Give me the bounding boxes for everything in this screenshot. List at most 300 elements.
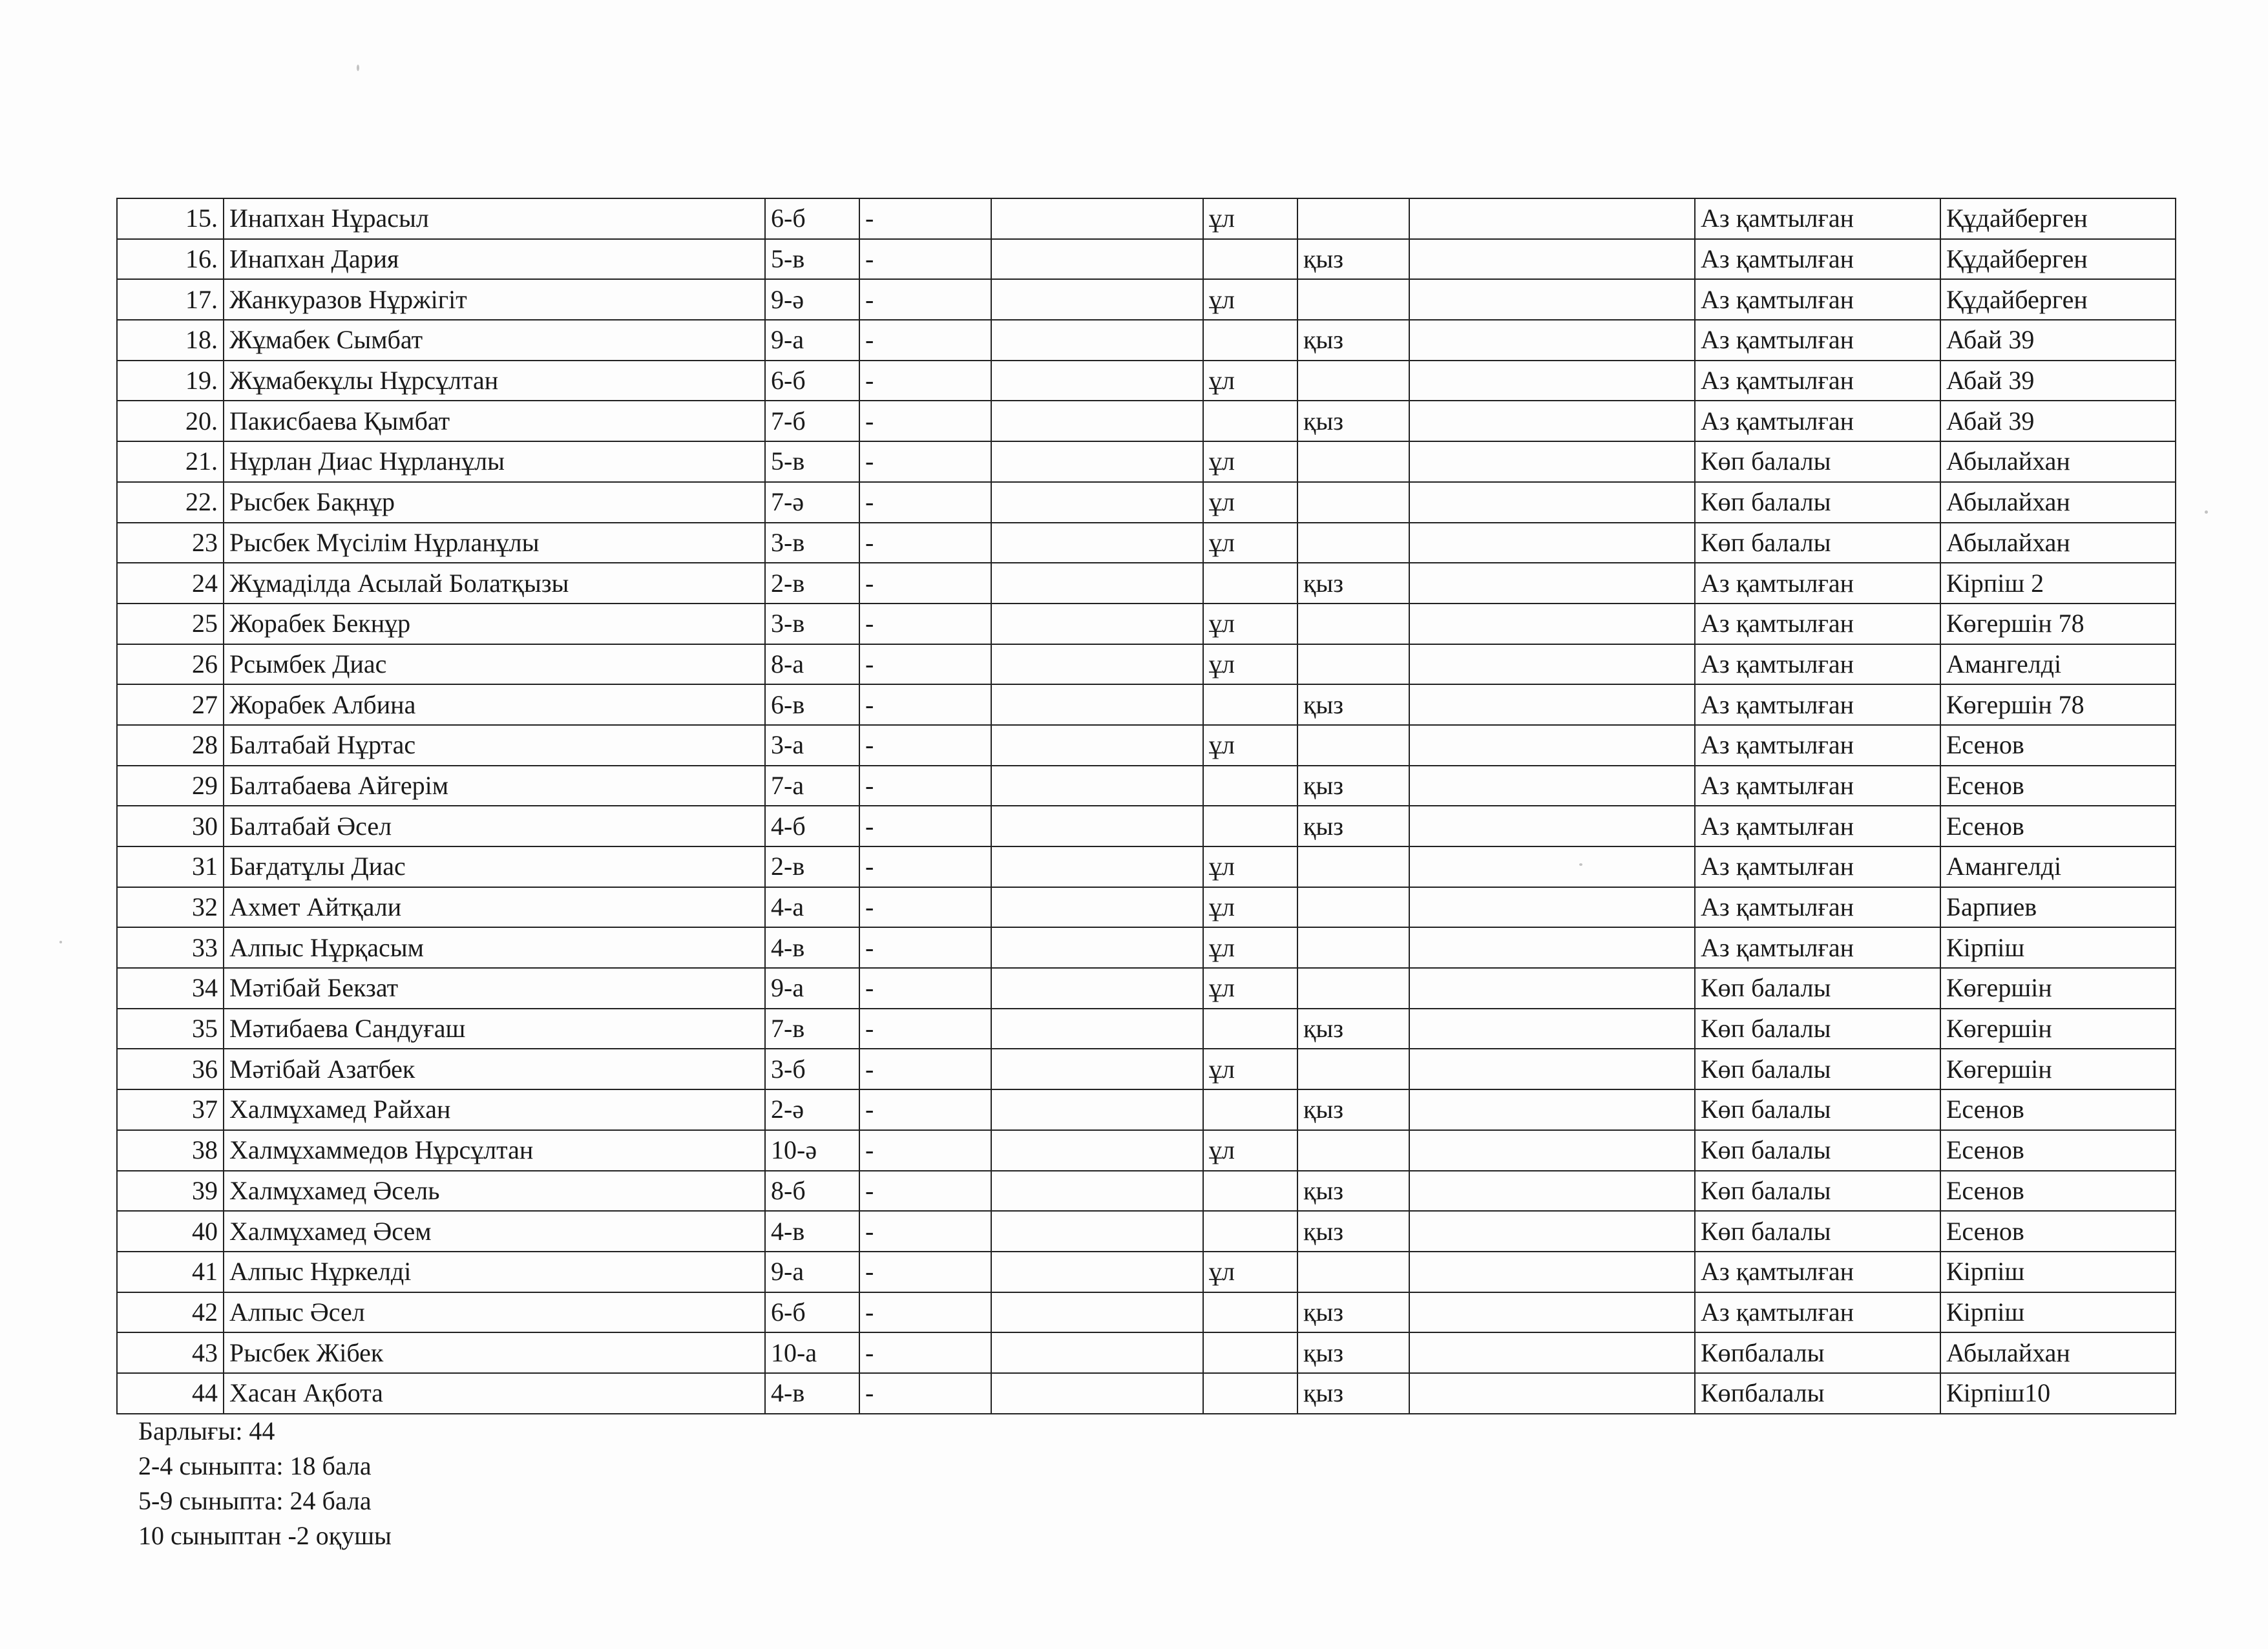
cell-dash: -: [859, 1130, 991, 1171]
cell-status: Аз қамтылған: [1695, 1252, 1940, 1292]
cell-blank: [991, 725, 1203, 766]
cell-girl: қыз: [1297, 1171, 1409, 1212]
cell-class: 3-в: [765, 523, 859, 563]
cell-class: 5-в: [765, 239, 859, 280]
cell-no: 36: [117, 1049, 224, 1089]
cell-boy: ұл: [1203, 279, 1297, 320]
cell-dash: -: [859, 684, 991, 725]
cell-girl: [1297, 927, 1409, 968]
cell-name: Рысбек Жібек: [224, 1332, 765, 1373]
cell-no: 26: [117, 644, 224, 685]
cell-status: Көпбалалы: [1695, 1373, 1940, 1414]
table-row: [117, 604, 2176, 644]
cell-blank: [1409, 806, 1695, 846]
cell-name: Бағдатұлы Диас: [224, 846, 765, 887]
cell-no: 33: [117, 927, 224, 968]
cell-girl: қыз: [1297, 563, 1409, 604]
cell-class: 6-в: [765, 684, 859, 725]
cell-dash: -: [859, 1373, 991, 1414]
table-row: [117, 523, 2176, 563]
cell-blank: [1409, 1049, 1695, 1089]
cell-blank: [991, 198, 1203, 239]
cell-blank: [1409, 846, 1695, 887]
cell-dash: -: [859, 320, 991, 361]
cell-blank: [1409, 644, 1695, 685]
cell-girl: [1297, 523, 1409, 563]
table-row: [117, 806, 2176, 846]
cell-blank: [991, 361, 1203, 401]
cell-no: 40: [117, 1211, 224, 1252]
cell-status: Аз қамтылған: [1695, 198, 1940, 239]
cell-blank: [991, 239, 1203, 280]
cell-name: Алпыс Нұрқасым: [224, 927, 765, 968]
table-row: [117, 1252, 2176, 1292]
cell-girl: қыз: [1297, 1292, 1409, 1333]
cell-address: Абылайхан: [1940, 482, 2176, 523]
table-row: [117, 1292, 2176, 1333]
cell-no: 39: [117, 1171, 224, 1212]
cell-status: Көп балалы: [1695, 523, 1940, 563]
table-row: [117, 1332, 2176, 1373]
cell-blank: [991, 766, 1203, 806]
cell-dash: -: [859, 279, 991, 320]
cell-status: Көп балалы: [1695, 441, 1940, 482]
cell-class: 7-а: [765, 766, 859, 806]
cell-blank: [1409, 441, 1695, 482]
cell-status: Көпбалалы: [1695, 1332, 1940, 1373]
cell-boy: [1203, 1292, 1297, 1333]
cell-status: Көп балалы: [1695, 1089, 1940, 1130]
cell-no: 25: [117, 604, 224, 644]
cell-boy: [1203, 401, 1297, 441]
cell-blank: [1409, 279, 1695, 320]
cell-class: 4-а: [765, 887, 859, 928]
cell-no: 31: [117, 846, 224, 887]
table-row: [117, 1171, 2176, 1212]
cell-class: 6-б: [765, 361, 859, 401]
cell-class: 10-а: [765, 1332, 859, 1373]
cell-boy: [1203, 320, 1297, 361]
cell-no: 34: [117, 968, 224, 1009]
cell-status: Аз қамтылған: [1695, 644, 1940, 685]
cell-address: Амангелді: [1940, 644, 2176, 685]
cell-blank: [991, 644, 1203, 685]
cell-blank: [1409, 604, 1695, 644]
cell-dash: -: [859, 1171, 991, 1212]
scan-speck: [1579, 863, 1582, 866]
cell-address: Барпиев: [1940, 887, 2176, 928]
cell-blank: [1409, 563, 1695, 604]
cell-name: Алпыс Әсел: [224, 1292, 765, 1333]
cell-dash: -: [859, 604, 991, 644]
cell-address: Құдайберген: [1940, 239, 2176, 280]
table-row: [117, 766, 2176, 806]
cell-blank: [991, 482, 1203, 523]
table-row: [117, 198, 2176, 239]
cell-dash: -: [859, 1009, 991, 1049]
cell-status: Көп балалы: [1695, 1009, 1940, 1049]
cell-boy: ұл: [1203, 441, 1297, 482]
cell-boy: [1203, 1373, 1297, 1414]
cell-address: Кірпіш10: [1940, 1373, 2176, 1414]
cell-no: 35: [117, 1009, 224, 1049]
cell-status: Көп балалы: [1695, 1211, 1940, 1252]
summary-block: [138, 1414, 392, 1553]
cell-dash: -: [859, 766, 991, 806]
cell-boy: ұл: [1203, 604, 1297, 644]
cell-boy: [1203, 1332, 1297, 1373]
cell-status: Аз қамтылған: [1695, 766, 1940, 806]
cell-no: 41: [117, 1252, 224, 1292]
cell-blank: [991, 1130, 1203, 1171]
cell-blank: [1409, 401, 1695, 441]
table-row: [117, 1049, 2176, 1089]
cell-class: 7-ә: [765, 482, 859, 523]
cell-name: Халмұхамед Әсем: [224, 1211, 765, 1252]
cell-no: 20.: [117, 401, 224, 441]
table-row: [117, 1373, 2176, 1414]
table-row: [117, 927, 2176, 968]
cell-blank: [1409, 1211, 1695, 1252]
cell-dash: -: [859, 1252, 991, 1292]
cell-class: 9-а: [765, 320, 859, 361]
cell-status: Аз қамтылған: [1695, 401, 1940, 441]
cell-boy: ұл: [1203, 927, 1297, 968]
cell-boy: ұл: [1203, 968, 1297, 1009]
cell-status: Көп балалы: [1695, 1049, 1940, 1089]
cell-class: 7-б: [765, 401, 859, 441]
cell-name: Хасан Ақбота: [224, 1373, 765, 1414]
cell-girl: [1297, 887, 1409, 928]
cell-address: Абылайхан: [1940, 523, 2176, 563]
cell-name: Нұрлан Диас Нұрланұлы: [224, 441, 765, 482]
cell-no: 17.: [117, 279, 224, 320]
cell-blank: [1409, 766, 1695, 806]
cell-address: Есенов: [1940, 806, 2176, 846]
cell-address: Амангелді: [1940, 846, 2176, 887]
cell-no: 30: [117, 806, 224, 846]
cell-address: Құдайберген: [1940, 198, 2176, 239]
cell-name: Рысбек Мүсілім Нұрланұлы: [224, 523, 765, 563]
table-row: [117, 684, 2176, 725]
table-row: [117, 441, 2176, 482]
cell-status: Көп балалы: [1695, 968, 1940, 1009]
cell-blank: [1409, 684, 1695, 725]
cell-name: Инапхан Дария: [224, 239, 765, 280]
cell-name: Алпыс Нұркелді: [224, 1252, 765, 1292]
cell-address: Көгершін: [1940, 968, 2176, 1009]
cell-class: 9-ә: [765, 279, 859, 320]
cell-girl: [1297, 846, 1409, 887]
cell-name: Инапхан Нұрасыл: [224, 198, 765, 239]
cell-no: 15.: [117, 198, 224, 239]
cell-girl: қыз: [1297, 684, 1409, 725]
cell-status: Аз қамтылған: [1695, 1292, 1940, 1333]
cell-boy: [1203, 563, 1297, 604]
cell-no: 42: [117, 1292, 224, 1333]
cell-blank: [991, 968, 1203, 1009]
cell-boy: [1203, 684, 1297, 725]
table-row: [117, 279, 2176, 320]
cell-class: 3-в: [765, 604, 859, 644]
cell-boy: ұл: [1203, 644, 1297, 685]
cell-boy: ұл: [1203, 482, 1297, 523]
cell-no: 43: [117, 1332, 224, 1373]
cell-class: 7-в: [765, 1009, 859, 1049]
cell-class: 9-а: [765, 1252, 859, 1292]
cell-name: Жорабек Бекнұр: [224, 604, 765, 644]
cell-dash: -: [859, 239, 991, 280]
cell-boy: ұл: [1203, 1252, 1297, 1292]
cell-status: Аз қамтылған: [1695, 361, 1940, 401]
cell-girl: қыз: [1297, 401, 1409, 441]
cell-status: Аз қамтылған: [1695, 239, 1940, 280]
cell-no: 29: [117, 766, 224, 806]
cell-name: Мәтібай Бекзат: [224, 968, 765, 1009]
cell-status: Аз қамтылған: [1695, 320, 1940, 361]
cell-boy: ұл: [1203, 887, 1297, 928]
cell-name: Жорабек Албина: [224, 684, 765, 725]
table-row: [117, 1130, 2176, 1171]
cell-address: Есенов: [1940, 1130, 2176, 1171]
cell-blank: [991, 320, 1203, 361]
cell-blank: [1409, 927, 1695, 968]
cell-girl: [1297, 441, 1409, 482]
cell-dash: -: [859, 1049, 991, 1089]
cell-class: 5-в: [765, 441, 859, 482]
cell-blank: [991, 1049, 1203, 1089]
cell-address: Көгершін: [1940, 1049, 2176, 1089]
cell-dash: -: [859, 927, 991, 968]
cell-dash: -: [859, 1211, 991, 1252]
cell-name: Балтабаева Айгерім: [224, 766, 765, 806]
cell-class: 2-в: [765, 846, 859, 887]
table-row: [117, 239, 2176, 280]
cell-boy: [1203, 239, 1297, 280]
cell-blank: [991, 1009, 1203, 1049]
cell-blank: [1409, 239, 1695, 280]
cell-girl: [1297, 1049, 1409, 1089]
cell-girl: қыз: [1297, 1211, 1409, 1252]
cell-blank: [1409, 1130, 1695, 1171]
table-row: [117, 563, 2176, 604]
cell-no: 18.: [117, 320, 224, 361]
cell-girl: [1297, 604, 1409, 644]
cell-status: Көп балалы: [1695, 1130, 1940, 1171]
cell-blank: [1409, 1009, 1695, 1049]
cell-name: Ахмет Айтқали: [224, 887, 765, 928]
cell-boy: [1203, 1171, 1297, 1212]
cell-girl: қыз: [1297, 766, 1409, 806]
cell-dash: -: [859, 401, 991, 441]
cell-address: Абай 39: [1940, 320, 2176, 361]
cell-girl: қыз: [1297, 806, 1409, 846]
cell-blank: [991, 1332, 1203, 1373]
scan-speck: [357, 65, 359, 71]
cell-no: 44: [117, 1373, 224, 1414]
cell-blank: [991, 563, 1203, 604]
cell-blank: [991, 523, 1203, 563]
cell-blank: [991, 806, 1203, 846]
cell-status: Көп балалы: [1695, 482, 1940, 523]
cell-girl: [1297, 1252, 1409, 1292]
table-row: [117, 1211, 2176, 1252]
cell-dash: -: [859, 968, 991, 1009]
cell-dash: -: [859, 725, 991, 766]
cell-name: Мәтибаева Сандуғаш: [224, 1009, 765, 1049]
cell-girl: [1297, 644, 1409, 685]
cell-blank: [1409, 887, 1695, 928]
cell-dash: -: [859, 523, 991, 563]
table-row: [117, 644, 2176, 685]
summary-grades-2-4: 2-4 сыныпта: 18 бала: [138, 1451, 372, 1480]
cell-blank: [991, 887, 1203, 928]
cell-blank: [991, 927, 1203, 968]
cell-girl: [1297, 198, 1409, 239]
cell-status: Аз қамтылған: [1695, 279, 1940, 320]
cell-girl: қыз: [1297, 320, 1409, 361]
cell-blank: [1409, 1252, 1695, 1292]
cell-girl: қыз: [1297, 1332, 1409, 1373]
cell-girl: [1297, 968, 1409, 1009]
cell-name: Жанкуразов Нұржігіт: [224, 279, 765, 320]
cell-no: 23: [117, 523, 224, 563]
cell-class: 10-ә: [765, 1130, 859, 1171]
cell-address: Кірпіш 2: [1940, 563, 2176, 604]
table-row: [117, 725, 2176, 766]
cell-boy: [1203, 806, 1297, 846]
cell-blank: [1409, 1171, 1695, 1212]
cell-no: 19.: [117, 361, 224, 401]
cell-dash: -: [859, 198, 991, 239]
cell-address: Есенов: [1940, 766, 2176, 806]
cell-dash: -: [859, 846, 991, 887]
table-row: [117, 1089, 2176, 1130]
cell-dash: -: [859, 887, 991, 928]
cell-status: Көп балалы: [1695, 1171, 1940, 1212]
cell-class: 9-а: [765, 968, 859, 1009]
table-row: [117, 1009, 2176, 1049]
cell-boy: [1203, 1211, 1297, 1252]
cell-status: Аз қамтылған: [1695, 846, 1940, 887]
cell-blank: [991, 279, 1203, 320]
cell-dash: -: [859, 563, 991, 604]
table-row: [117, 320, 2176, 361]
cell-no: 21.: [117, 441, 224, 482]
cell-dash: -: [859, 806, 991, 846]
cell-name: Халмұхамед Әсель: [224, 1171, 765, 1212]
cell-address: Абай 39: [1940, 401, 2176, 441]
cell-blank: [1409, 968, 1695, 1009]
cell-boy: [1203, 1089, 1297, 1130]
cell-address: Кірпіш: [1940, 1252, 2176, 1292]
cell-blank: [991, 1252, 1203, 1292]
cell-class: 3-б: [765, 1049, 859, 1089]
cell-girl: [1297, 1130, 1409, 1171]
cell-address: Көгершін 78: [1940, 604, 2176, 644]
table-row: [117, 401, 2176, 441]
scan-speck: [2205, 510, 2208, 514]
cell-girl: [1297, 361, 1409, 401]
cell-address: Абай 39: [1940, 361, 2176, 401]
cell-boy: ұл: [1203, 846, 1297, 887]
cell-boy: ұл: [1203, 725, 1297, 766]
cell-no: 24: [117, 563, 224, 604]
cell-dash: -: [859, 441, 991, 482]
cell-name: Жұмабекұлы Нұрсұлтан: [224, 361, 765, 401]
cell-address: Көгершін 78: [1940, 684, 2176, 725]
cell-no: 27: [117, 684, 224, 725]
cell-blank: [1409, 198, 1695, 239]
cell-address: Абылайхан: [1940, 441, 2176, 482]
cell-class: 4-в: [765, 1211, 859, 1252]
cell-status: Аз қамтылған: [1695, 684, 1940, 725]
cell-boy: ұл: [1203, 361, 1297, 401]
cell-no: 16.: [117, 239, 224, 280]
cell-girl: [1297, 279, 1409, 320]
cell-name: Халмұхаммедов Нұрсұлтан: [224, 1130, 765, 1171]
cell-blank: [991, 441, 1203, 482]
cell-name: Рысбек Бақнұр: [224, 482, 765, 523]
cell-blank: [1409, 320, 1695, 361]
cell-class: 3-а: [765, 725, 859, 766]
cell-address: Көгершін: [1940, 1009, 2176, 1049]
cell-blank: [991, 401, 1203, 441]
cell-girl: қыз: [1297, 1009, 1409, 1049]
cell-name: Балтабай Әсел: [224, 806, 765, 846]
cell-name: Балтабай Нұртас: [224, 725, 765, 766]
cell-address: Есенов: [1940, 725, 2176, 766]
cell-blank: [991, 1292, 1203, 1333]
cell-name: Жұмаділда Асылай Болатқызы: [224, 563, 765, 604]
cell-address: Кірпіш: [1940, 1292, 2176, 1333]
cell-dash: -: [859, 361, 991, 401]
cell-address: Есенов: [1940, 1171, 2176, 1212]
cell-blank: [1409, 725, 1695, 766]
cell-boy: ұл: [1203, 1049, 1297, 1089]
cell-status: Аз қамтылған: [1695, 927, 1940, 968]
cell-blank: [991, 1211, 1203, 1252]
cell-class: 4-в: [765, 927, 859, 968]
summary-grade-10: 10 сыныптан -2 оқушы: [138, 1521, 392, 1550]
student-roster-table: [116, 198, 2176, 1414]
cell-girl: [1297, 725, 1409, 766]
table-row: [117, 968, 2176, 1009]
scan-speck: [59, 941, 62, 943]
cell-blank: [1409, 1292, 1695, 1333]
cell-no: 32: [117, 887, 224, 928]
cell-blank: [991, 1373, 1203, 1414]
cell-blank: [991, 846, 1203, 887]
cell-boy: [1203, 1009, 1297, 1049]
table-row: [117, 846, 2176, 887]
cell-girl: қыз: [1297, 1373, 1409, 1414]
cell-no: 37: [117, 1089, 224, 1130]
cell-blank: [1409, 482, 1695, 523]
table-row: [117, 361, 2176, 401]
cell-address: Құдайберген: [1940, 279, 2176, 320]
cell-address: Кірпіш: [1940, 927, 2176, 968]
cell-girl: қыз: [1297, 239, 1409, 280]
cell-dash: -: [859, 1292, 991, 1333]
table-row: [117, 887, 2176, 928]
summary-grades-5-9: 5-9 сыныпта: 24 бала: [138, 1486, 372, 1515]
cell-name: Жұмабек Сымбат: [224, 320, 765, 361]
table-row: [117, 482, 2176, 523]
cell-class: 4-б: [765, 806, 859, 846]
cell-blank: [1409, 523, 1695, 563]
cell-blank: [1409, 361, 1695, 401]
